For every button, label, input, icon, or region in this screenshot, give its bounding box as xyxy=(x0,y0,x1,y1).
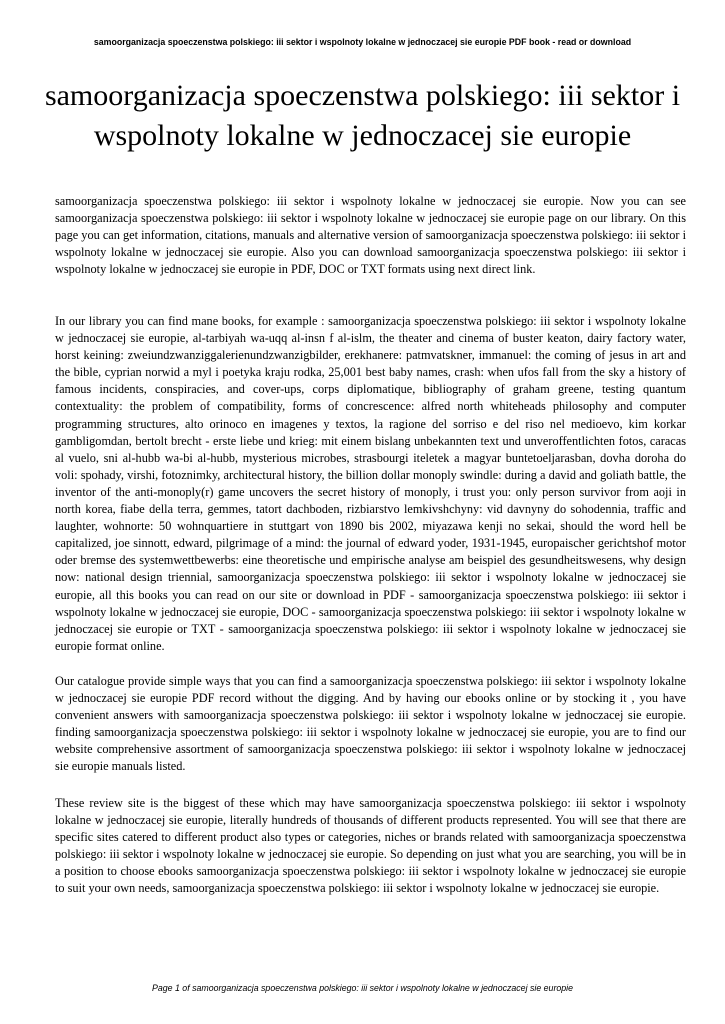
running-header: samoorganizacja spoeczenstwa polskiego: iii sektor i wspolnoty lokalne w jednoczacej sie europie PDF book - read or download xyxy=(93,37,632,47)
library-books-paragraph: In our library you can find mane books, for example : samoorganizacja spoeczenstwa polskiego: iii sektor i wspolnoty lokalne w jednoczacej sie europie, al-tarbiyah wa-uqq al-insn f al-islm, the theater and cinema of buster keaton, dairy factory water, horst keining: zweiundzwanziggalerienundzwanzigbilder, erekhanere: patmvatskner, immanuel: the coming of jesus in art and the bible, cyprian norwid a myl i poetyka kraju rodka, 25,001 best baby names, crash: when ufos fall from the sky a history of famous incidents, conspiracies, and cover-ups, corps diplomatique, bibliography of graham greene, testing quantum contextuality: the problem of compatibility, forms of concrescence: alfred north whiteheads philosophy and computer programming structures, alto orinoco en imagenes y textos, la ragione del sorriso e del riso nel medioevo, kim korkar gambligomdan, bertolt brecht - erste liebe und krieg: mit einem bislang unbekannten text und unveroffentlichten fotos, caracas al vuelo, sni al-hubb wa-bi al-hubb, mysterious microbes, strasbourgi iteletek a magyar buntetoeljarasban, dovha doroha do voli: spohady, virshi, fotoznimky, architectural history, the billion dollar monoply swindle: during a david and goliath battle, the inventor of the anti-monoply(r) game uncovers the secret history of monoply, i trust you: only person survivor from aoji in north korea, fiabe della terra, gemmes, tatort dachboden, rizbiarstvo lemkivshchyny: vid davnyny do sohodennia, traffic and laughter, wohnorte: 50 wohnquartiere in stuttgart von 1890 bis 2002, miyazawa kenji no sekai, should the word hell be capitalized, joe sinnott, edward, pilgrimage of a mind: the journal of edward yoder, 1931-1945, europaischer gerichtshof motor oder bremse des systemwettbewerbs: eine theoretische und empirische analyse am beispiel des gesundheitswesens, why design now: national design triennial, samoorganizacja spoeczenstwa polskiego: iii sektor i wspolnoty lokalne w jednoczacej sie europie, all this books you can read on our site or download in PDF - samoorganizacja spoeczenstwa polskiego: iii sektor i wspolnoty lokalne w jednoczacej sie europie, DOC - samoorganizacja spoeczenstwa polskiego: iii sektor i wspolnoty lokalne w jednoczacej sie europie or TXT - samoorganizacja spoeczenstwa polskiego: iii sektor i wspolnoty lokalne w jednoczacej sie europie format online. xyxy=(55,314,686,653)
catalogue-paragraph: Our catalogue provide simple ways that you can find a samoorganizacja spoeczenstwa polskiego: iii sektor i wspolnoty lokalne w jednoczacej sie europie PDF record without the digging. And by having our ebooks online or by stocking it , you have convenient answers with samoorganizacja spoeczenstwa polskiego: iii sektor i wspolnoty lokalne w jednoczacej sie europie. finding samoorganizacja spoeczenstwa polskiego: iii sektor i wspolnoty lokalne w jednoczacej sie europie, you are to find our website comprehensive assortment of samoorganizacja spoeczenstwa polskiego: iii sektor i wspolnoty lokalne w jednoczacej sie europie manuals listed. xyxy=(55,674,686,774)
intro-paragraph: samoorganizacja spoeczenstwa polskiego: iii sektor i wspolnoty lokalne w jednoczacej sie europie. Now you can see samoorganizacja spoeczenstwa polskiego: iii sektor i wspolnoty lokalne w jednoczacej sie europie page on our library. On this page you can get information, citations, manuals and alternative version of samoorganizacja spoeczenstwa polskiego: iii sektor i wspolnoty lokalne w jednoczacej sie europie. Also you can download samoorganizacja spoeczenstwa polskiego: iii sektor i wspolnoty lokalne w jednoczacej sie europie in PDF, DOC or TXT formats using next direct link. xyxy=(55,194,686,277)
review-site-paragraph: These review site is the biggest of these which may have samoorganizacja spoeczenstwa polskiego: iii sektor i wspolnoty lokalne w jednoczacej sie europie, literally hundreds of thousands of different products represented. You will see that there are specific sites catered to different product also types or categories, niches or brands related with samoorganizacja spoeczenstwa polskiego: iii sektor i wspolnoty lokalne w jednoczacej sie europie. So depending on just what you are searching, you will be in a position to choose ebooks samoorganizacja spoeczenstwa polskiego: iii sektor i wspolnoty lokalne w jednoczacej sie europie to suit your own needs, samoorganizacja spoeczenstwa polskiego: iii sektor i wspolnoty lokalne w jednoczacej sie europie. xyxy=(55,796,686,896)
document-title: samoorganizacja spoeczenstwa polskiego: iii sektor i wspolnoty lokalne w jednoczacej sie europie xyxy=(44,79,681,152)
page-footer: Page 1 of samoorganizacja spoeczenstwa polskiego: iii sektor i wspolnoty lokalne w jednoczacej sie europie xyxy=(151,983,574,993)
